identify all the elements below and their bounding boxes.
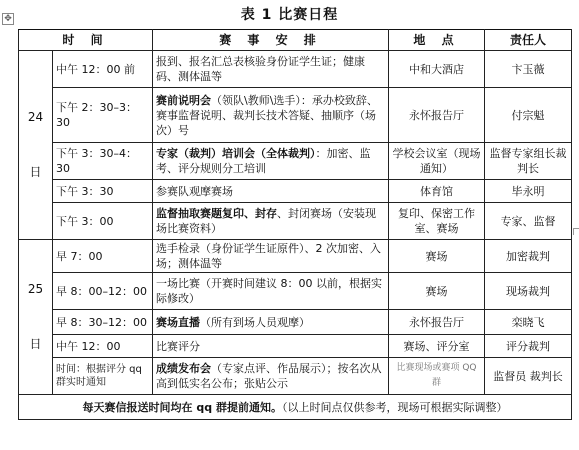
content-cell: 成绩发布会（专家点评、作品展示）；按名次从高到低实名公布；张贴公示 xyxy=(153,358,389,395)
table-row xyxy=(19,358,572,395)
responsible-cell: 毕永明 xyxy=(485,180,572,203)
header-responsible: 责任人 xyxy=(485,30,572,51)
location-cell: 赛场 xyxy=(389,240,485,273)
content-cell: 一场比赛（开赛时间建议 8：00 以前，根据实际修改） xyxy=(153,273,389,310)
day-unit: 日 xyxy=(29,165,42,179)
location-cell: 比赛现场或赛项 QQ 群 xyxy=(389,358,485,395)
content-cell: 赛前说明会（领队\教师\选手）：承办校致辞、赛事监督说明、裁判长技术答疑、抽顺序（场次）号 xyxy=(153,88,389,143)
location-cell: 复印、保密工作室、赛场 xyxy=(389,203,485,240)
table-row xyxy=(19,335,572,358)
day-number: 25 xyxy=(27,282,44,296)
content-cell: 监督抽取赛题复印、封存、封闭赛场（安装现场比赛资料） xyxy=(153,203,389,240)
day-number: 24 xyxy=(27,110,44,124)
responsible-cell: 监督专家组长裁判长 xyxy=(485,143,572,180)
page-title: 表 1 比赛日程 xyxy=(240,7,339,23)
responsible-cell: 付宗魁 xyxy=(485,88,572,143)
table-header-row xyxy=(19,30,572,51)
time-cell: 中午 12：00 前 xyxy=(53,51,153,88)
footer-note xyxy=(19,395,572,420)
responsible-cell: 评分裁判 xyxy=(485,335,572,358)
header-location: 地 点 xyxy=(389,30,485,51)
table-row xyxy=(19,51,572,88)
page-corner-mark xyxy=(573,228,579,235)
location-cell: 永怀报告厅 xyxy=(389,88,485,143)
location-cell: 学校会议室（现场通知） xyxy=(389,143,485,180)
footer-bold-text: 每天赛信报送时间均在 qq 群提前通知。 xyxy=(82,400,282,414)
responsible-cell: 卞玉薇 xyxy=(485,51,572,88)
table-row xyxy=(19,143,572,180)
time-cell: 下午 3：30 xyxy=(53,180,153,203)
responsible-cell: 栾晓飞 xyxy=(485,310,572,335)
content-cell: 选手检录（身份证学生证原件）、2 次加密、入场；测体温等 xyxy=(153,240,389,273)
content-cell: 报到、报名汇总表核验身份证学生证；健康码、测体温等 xyxy=(153,51,389,88)
time-cell: 中午 12：00 xyxy=(53,335,153,358)
table-row xyxy=(19,180,572,203)
time-cell: 早 8：30–12：00 xyxy=(53,310,153,335)
location-cell: 体育馆 xyxy=(389,180,485,203)
time-cell: 下午 2：30–3：30 xyxy=(53,88,153,143)
location-cell: 永怀报告厅 xyxy=(389,310,485,335)
table-row xyxy=(19,240,572,273)
footer-normal-text: （以上时间点仅供参考，现场可根据实际调整） xyxy=(281,400,508,414)
time-cell: 下午 3：00 xyxy=(53,203,153,240)
time-cell: 早 7：00 xyxy=(53,240,153,273)
responsible-cell: 现场裁判 xyxy=(485,273,572,310)
location-cell: 赛场、评分室 xyxy=(389,335,485,358)
location-cell: 赛场 xyxy=(389,273,485,310)
location-cell: 中和大酒店 xyxy=(389,51,485,88)
responsible-cell: 专家、监督 xyxy=(485,203,572,240)
schedule-table xyxy=(18,29,572,420)
header-time: 时 间 xyxy=(19,30,153,51)
day-cell-25 xyxy=(19,240,53,395)
footer-row xyxy=(19,395,572,420)
table-row xyxy=(19,273,572,310)
header-content: 赛 事 安 排 xyxy=(153,30,389,51)
content-cell: 专家（裁判）培训会（全体裁判）：加密、监考、评分规则分工培训 xyxy=(153,143,389,180)
responsible-cell: 加密裁判 xyxy=(485,240,572,273)
time-cell: 早 8：00–12：00 xyxy=(53,273,153,310)
time-cell: 下午 3：30–4：30 xyxy=(53,143,153,180)
responsible-cell: 监督员 裁判长 xyxy=(485,358,572,395)
table-row xyxy=(19,203,572,240)
day-cell-24 xyxy=(19,51,53,240)
content-cell: 比赛评分 xyxy=(153,335,389,358)
content-cell: 赛场直播（所有到场人员观摩） xyxy=(153,310,389,335)
table-row xyxy=(19,88,572,143)
time-cell: 时间：根据评分 qq 群实时通知 xyxy=(53,358,153,395)
content-cell: 参赛队观摩赛场 xyxy=(153,180,389,203)
table-move-handle-icon[interactable]: ✥ xyxy=(2,13,14,25)
day-unit: 日 xyxy=(29,337,42,351)
table-row xyxy=(19,310,572,335)
